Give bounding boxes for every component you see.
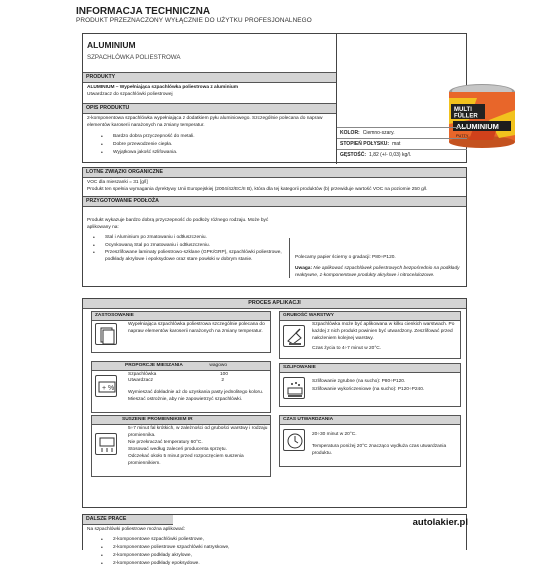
voc-line-1: VOC dla mieszanki = 31 [g/l] bbox=[87, 180, 148, 186]
utwardzanie-text-2: Temperatura poniżej 20°C znacząco wydłuża czas utwardzania produktu. bbox=[312, 443, 447, 456]
proces-box bbox=[82, 298, 467, 508]
proporcje-cell bbox=[91, 361, 271, 413]
suszenie-text-1: 5÷7 minut fal krótkich, w zależności od grubości warstwy i rodzaju promiennika. bbox=[128, 426, 268, 438]
property-key: STOPIEŃ POŁYSKU: bbox=[340, 140, 390, 147]
prep-bullets bbox=[83, 234, 288, 264]
suszenie-text-2: Nie przekraczać temperatury 60°C. bbox=[128, 439, 203, 445]
voc-heading: LOTNE ZWIĄZKI ORGANICZNE bbox=[83, 168, 466, 178]
svg-text:+: + bbox=[102, 385, 107, 392]
product-name: ALUMINIUM bbox=[87, 40, 136, 50]
utwardzanie-text bbox=[312, 432, 458, 458]
list-item: • 2-komponentowe podkłady epoksydowe. bbox=[113, 560, 466, 568]
can-product-name: ALUMINIUM bbox=[456, 122, 499, 131]
product-name-area bbox=[83, 34, 336, 72]
property-row-color bbox=[337, 128, 467, 139]
dalsze-bullets bbox=[83, 536, 466, 568]
clock-icon bbox=[283, 429, 305, 451]
document-subtitle: PRODUKT PRZEZNACZONY WYŁĄCZNIE DO UŻYTKU PROFESJONALNEGO bbox=[76, 17, 312, 24]
grubosc-body: Szpachlówka może być aplikowana w kilku cienkich warstwach. Po każdej z nich produkt powinien być utwardzony. Zeszlifować przed nałożeniem kolejnej warstwy. bbox=[312, 322, 455, 341]
szlifowanie-line-1: Szlifowanie zgrubne (na sucho): P80÷P120. bbox=[312, 379, 406, 384]
proporcje-name: Szpachlówka bbox=[128, 372, 157, 377]
sanding-icon bbox=[283, 377, 305, 399]
spatula-icon bbox=[283, 325, 305, 347]
proces-heading: PROCES APLIKACJI bbox=[83, 299, 466, 309]
opis-section bbox=[83, 103, 336, 157]
property-value: mat bbox=[392, 140, 401, 147]
prep-left bbox=[83, 216, 288, 264]
proporcje-row bbox=[128, 378, 238, 384]
voc-prep-box bbox=[82, 167, 467, 287]
proporcje-value: 100 bbox=[219, 372, 228, 377]
divider-vertical bbox=[289, 238, 290, 278]
list-item: • Wyjątkowa jakość szlifowania. bbox=[113, 149, 336, 157]
brand-logo-text: autolakier.pl bbox=[412, 517, 468, 528]
dalsze-box bbox=[82, 514, 467, 566]
opis-bullets bbox=[83, 133, 336, 157]
document-title: INFORMACJA TECHNICZNA bbox=[76, 6, 211, 17]
property-row-density bbox=[337, 150, 467, 160]
list-item: • 2-komponentowe podkłady akrylowe, bbox=[113, 552, 466, 560]
infrared-lamp-icon bbox=[95, 433, 117, 455]
suszenie-cell bbox=[91, 415, 271, 477]
produkty-heading: PRODUKTY bbox=[83, 72, 336, 83]
document-icon bbox=[95, 323, 117, 345]
prep-warning bbox=[295, 266, 463, 280]
can-brand-line-2: FÜLLER bbox=[454, 113, 478, 120]
proporcje-unit: wagowo bbox=[209, 363, 227, 368]
prep-warning-label: Uwaga: bbox=[295, 266, 313, 272]
opis-text: 2-komponentowa szpachlówka wypełniająca z dodatkiem pyłu aluminiowego. Szczególnie polecana do napraw elementów karoserii narażonych na zmiany temperatur. bbox=[87, 116, 323, 128]
property-key: GĘSTOŚĆ: bbox=[340, 151, 367, 158]
suszenie-text bbox=[128, 426, 268, 468]
zastosowanie-cell bbox=[91, 311, 271, 353]
grubosc-title: GRUBOŚĆ WARSTWY bbox=[280, 312, 460, 321]
proporcje-title-bar bbox=[92, 362, 270, 371]
grubosc-cell bbox=[279, 311, 461, 359]
prep-intro: Produkt wykazuje bardzo dobrą przyczepność do podłoży różnego rodzaju. Może być aplikowany na: bbox=[87, 218, 269, 230]
property-value: Ciemno-szary. bbox=[362, 130, 395, 136]
list-item: • 2-komponentowe szpachlówki poliestrowe, bbox=[113, 536, 466, 544]
proporcje-value: 2 bbox=[221, 378, 224, 384]
mixing-ratio-icon bbox=[95, 375, 117, 397]
prep-warning-text: Nie aplikować szpachlówek poliestrowych bezpośrednio na podkłady reaktywne, 1-komponentowe produkty akrylowe i nitrocelulozowe. bbox=[295, 266, 460, 279]
zastosowanie-text: Wypełniająca szpachlówka poliestrowa szczególnie polecana do napraw elementów karoserii narażonych na zmiany temperatur. bbox=[128, 322, 265, 334]
dalsze-intro: Na szpachlówki poliestrowe można aplikować: bbox=[87, 527, 186, 533]
proporcje-text: Wymieszać dokładnie aż do uzyskania pasty jednolitego koloru. Mieszać ostrożnie, aby nie zapowietrzyć szpachlówki. bbox=[128, 390, 264, 402]
szlifowanie-cell bbox=[279, 363, 461, 407]
property-value: 1,82 (+/- 0,03) kg/l. bbox=[369, 151, 412, 158]
grubosc-text bbox=[312, 322, 458, 353]
produkty-line-1: ALUMINIUM – Wypełniająca szpachlówka poliestrowa z aluminium bbox=[87, 85, 239, 91]
zastosowanie-title: ZASTOSOWANIE bbox=[92, 312, 270, 321]
properties-table bbox=[337, 127, 467, 159]
utwardzanie-title: CZAS UTWARDZANIA bbox=[280, 416, 460, 425]
produkty-line-2: Utwardzacz do szpachlówki poliestrowej bbox=[87, 91, 173, 97]
produkty-section bbox=[83, 72, 336, 101]
product-box bbox=[82, 33, 499, 163]
suszenie-text-3: Stosować według zaleceń producenta sprzętu. bbox=[128, 446, 227, 452]
dalsze-heading: DALSZE PRACE bbox=[83, 515, 173, 525]
szlifowanie-line-2: Szlifowanie wykończeniowe (na sucho): P120÷P240. bbox=[312, 387, 425, 393]
property-row-gloss bbox=[337, 139, 467, 150]
utwardzanie-text-1: 20÷30 minut w 20°C. bbox=[312, 432, 357, 437]
suszenie-text-4: Odczekać około 5 minut przed rozpoczęciem suszenia promiennikiem. bbox=[128, 453, 244, 466]
list-item: • Bardzo dobra przyczepność do metali. bbox=[113, 133, 336, 141]
list-item: • Dobre przewodzenie ciepła. bbox=[113, 141, 336, 149]
grubosc-time: Czas życia to 4÷7 minut w 20°C. bbox=[312, 345, 382, 351]
prep-right bbox=[295, 255, 463, 280]
voc-line-2: Produkt ten spełnia wymagania dyrektywy Unii Europejskiej (2004/42/EC/II B), która dla tej kategorii produktów (b) przewiduje wartość VOC na poziomie 250 g/l. bbox=[87, 186, 428, 192]
produkty-text bbox=[83, 83, 336, 101]
szlifowanie-text bbox=[312, 378, 460, 394]
voc-text bbox=[83, 178, 466, 196]
property-key: KOLOR: bbox=[340, 130, 360, 136]
can-subtitle: PUTTY bbox=[456, 134, 469, 138]
szlifowanie-title: SZLIFOWANIE bbox=[280, 364, 460, 373]
prep-heading: PRZYGOTOWANIE PODŁOŻA bbox=[83, 196, 466, 207]
svg-text:%: % bbox=[108, 385, 115, 392]
list-item: • 2-komponentowe poliestrowe szpachlówki natryskowe, bbox=[113, 544, 466, 552]
can-brand-line-1: MULTI bbox=[454, 107, 472, 113]
proporcje-table bbox=[128, 372, 238, 385]
product-type: SZPACHLÓWKA POLIESTROWA bbox=[87, 54, 181, 61]
list-item: • Stal i Aluminium po zmatowaniu i odtłuszczeniu. bbox=[105, 234, 288, 242]
list-item: • Przeszlifowane laminaty poliestrowo-szklane (GPK/GRP), szpachlówki poliestrowe, podkłady akrylowe i epoksydowe oraz stare powłoki w dobrym stanie. bbox=[105, 250, 288, 264]
proporcje-title: PROPORCJE MIESZANIA bbox=[125, 363, 183, 368]
suszenie-title: SUSZENIE PROMIENNIKIEM IR bbox=[92, 416, 270, 425]
opis-heading: OPIS PRODUKTU bbox=[83, 103, 336, 114]
utwardzanie-cell bbox=[279, 415, 461, 467]
prep-paper: Polecamy papier ścierny o gradacji: P80÷P120. bbox=[295, 255, 396, 260]
proporcje-name: Utwardzacz bbox=[128, 378, 154, 384]
list-item: • Ocynkowaną Stal po zmatowaniu i odtłuszczeniu. bbox=[105, 242, 288, 250]
